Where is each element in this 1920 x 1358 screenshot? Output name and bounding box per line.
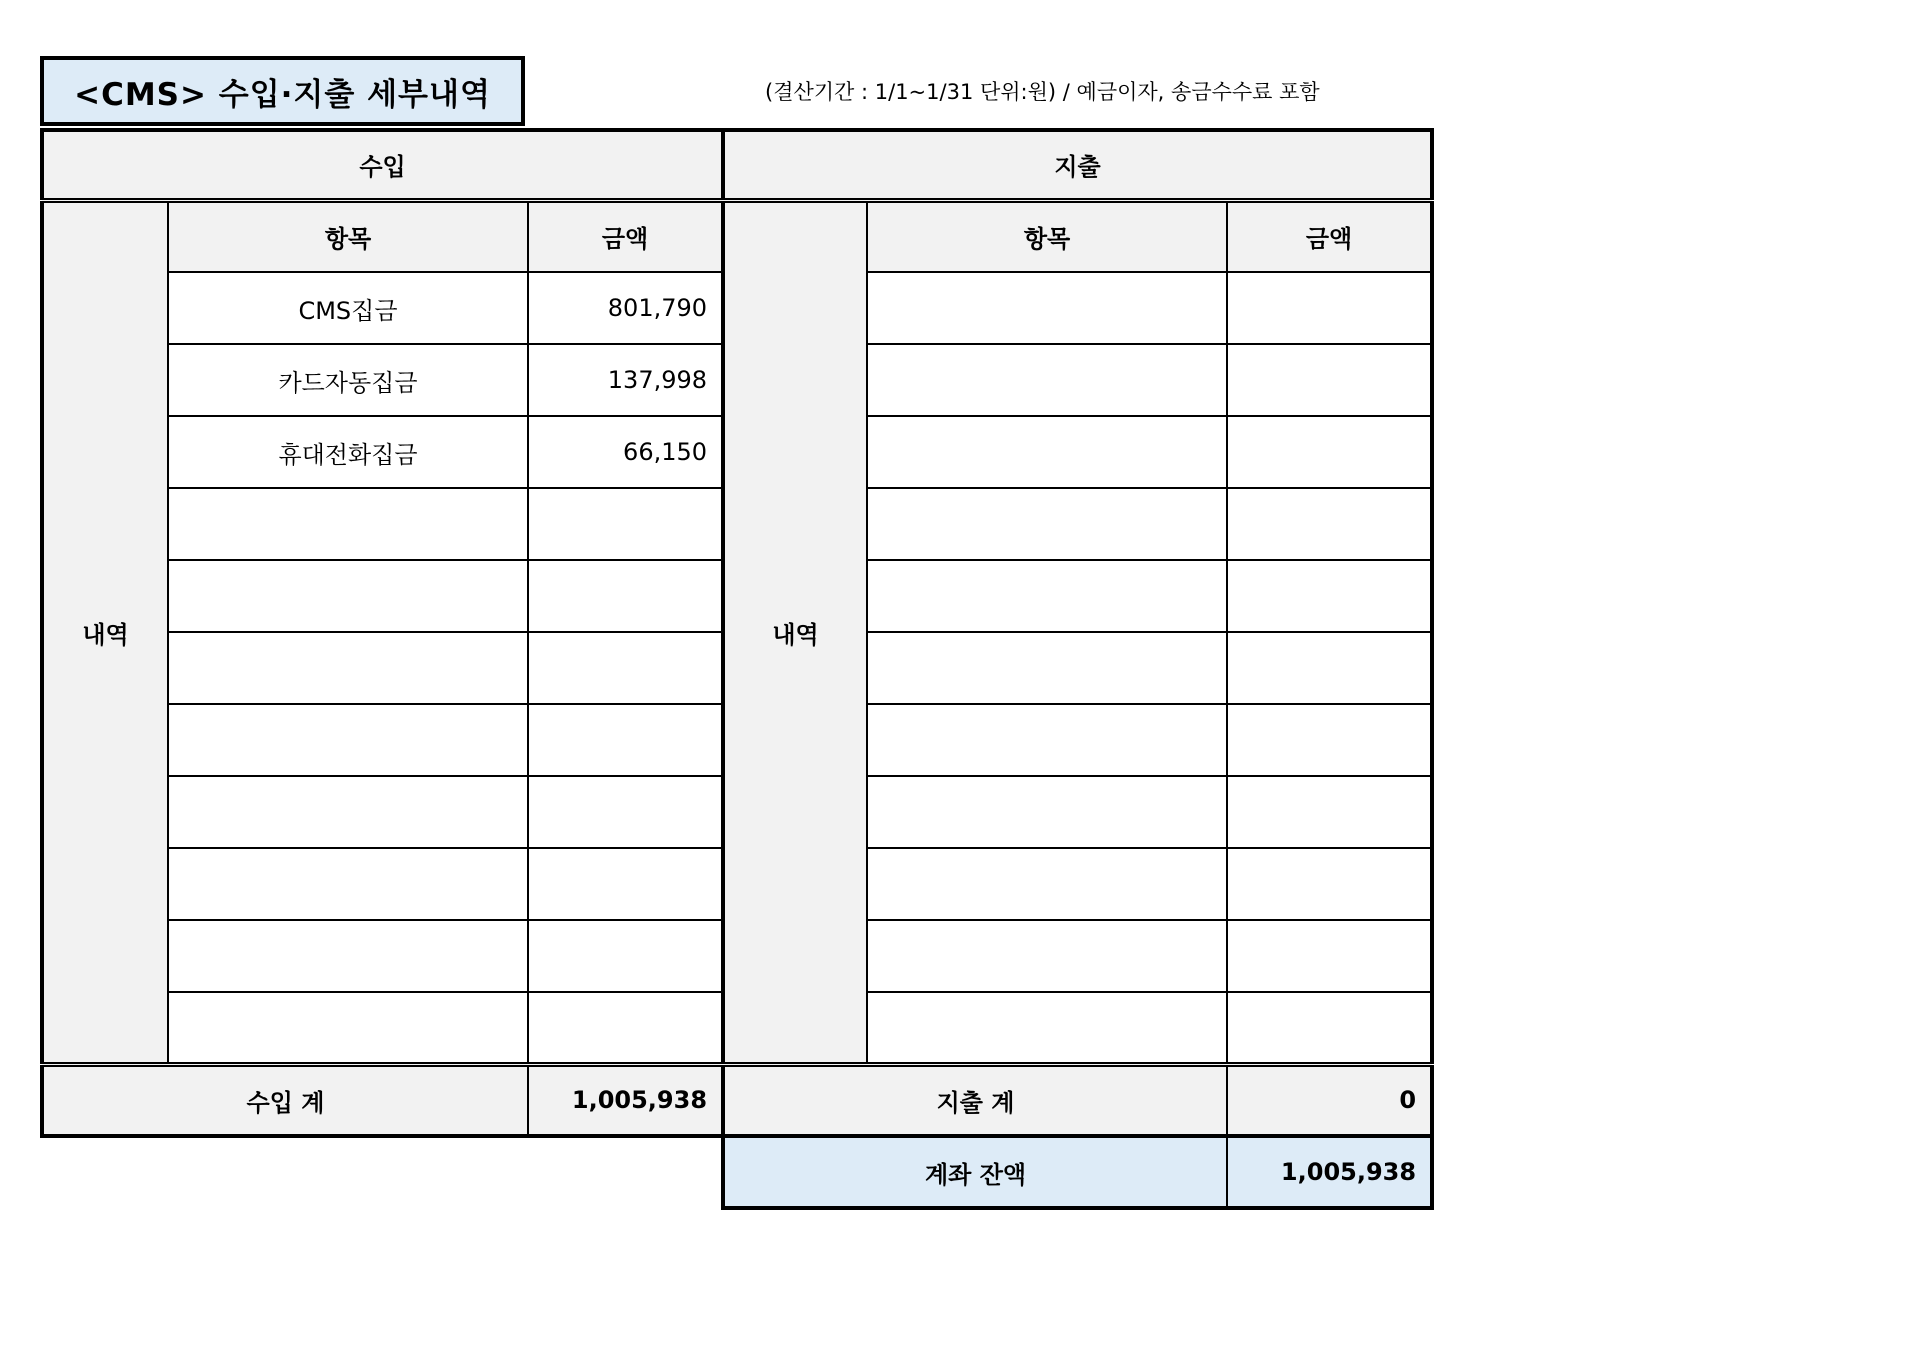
expense-item-cell bbox=[867, 992, 1227, 1064]
income-item-cell bbox=[168, 560, 528, 632]
income-amount-cell bbox=[528, 560, 723, 632]
expense-total-label: 지출 계 bbox=[723, 1064, 1227, 1136]
expense-item-cell bbox=[867, 416, 1227, 488]
expense-amount-cell bbox=[1227, 776, 1432, 848]
expense-amount-cell bbox=[1227, 848, 1432, 920]
expense-item-cell bbox=[867, 776, 1227, 848]
document-title: <CMS> 수입·지출 세부내역 bbox=[40, 56, 525, 126]
income-item-cell bbox=[168, 848, 528, 920]
income-expense-ledger bbox=[40, 128, 1434, 1210]
empty-spacer bbox=[42, 1136, 723, 1208]
account-balance-value: 1,005,938 bbox=[1227, 1136, 1432, 1208]
expense-col-item-header: 항목 bbox=[867, 200, 1227, 272]
income-item-cell bbox=[168, 704, 528, 776]
income-item-cell bbox=[168, 992, 528, 1064]
income-amount-cell: 66,150 bbox=[528, 416, 723, 488]
balance-row bbox=[42, 1136, 1432, 1208]
income-amount-cell bbox=[528, 632, 723, 704]
income-amount-cell bbox=[528, 848, 723, 920]
expense-amount-cell bbox=[1227, 632, 1432, 704]
expense-item-cell bbox=[867, 704, 1227, 776]
expense-item-cell bbox=[867, 560, 1227, 632]
income-amount-cell: 137,998 bbox=[528, 344, 723, 416]
expense-item-cell bbox=[867, 488, 1227, 560]
income-total-label: 수입 계 bbox=[42, 1064, 528, 1136]
expense-amount-cell bbox=[1227, 992, 1432, 1064]
expense-item-cell bbox=[867, 272, 1227, 344]
expense-side-label: 내역 bbox=[723, 200, 867, 1064]
expense-amount-cell bbox=[1227, 416, 1432, 488]
income-amount-cell bbox=[528, 488, 723, 560]
income-amount-cell bbox=[528, 704, 723, 776]
income-amount-cell: 801,790 bbox=[528, 272, 723, 344]
expense-section-header: 지출 bbox=[723, 130, 1432, 200]
income-item-cell: CMS집금 bbox=[168, 272, 528, 344]
settlement-period-note: (결산기간 : 1/1~1/31 단위:원) / 예금이자, 송금수수료 포함 bbox=[765, 80, 1320, 104]
expense-item-cell bbox=[867, 848, 1227, 920]
expense-item-cell bbox=[867, 632, 1227, 704]
income-item-cell bbox=[168, 920, 528, 992]
income-col-amount-header: 금액 bbox=[528, 200, 723, 272]
income-item-cell: 카드자동집금 bbox=[168, 344, 528, 416]
income-col-item-header: 항목 bbox=[168, 200, 528, 272]
income-section-header: 수입 bbox=[42, 130, 723, 200]
income-amount-cell bbox=[528, 920, 723, 992]
income-amount-cell bbox=[528, 992, 723, 1064]
income-item-cell: 휴대전화집금 bbox=[168, 416, 528, 488]
expense-amount-cell bbox=[1227, 920, 1432, 992]
income-item-cell bbox=[168, 776, 528, 848]
expense-amount-cell bbox=[1227, 344, 1432, 416]
income-item-cell bbox=[168, 632, 528, 704]
totals-row bbox=[42, 1064, 1432, 1136]
income-amount-cell bbox=[528, 776, 723, 848]
expense-item-cell bbox=[867, 344, 1227, 416]
expense-amount-cell bbox=[1227, 488, 1432, 560]
expense-col-amount-header: 금액 bbox=[1227, 200, 1432, 272]
expense-amount-cell bbox=[1227, 272, 1432, 344]
expense-total-value: 0 bbox=[1227, 1064, 1432, 1136]
expense-amount-cell bbox=[1227, 704, 1432, 776]
expense-amount-cell bbox=[1227, 560, 1432, 632]
expense-item-cell bbox=[867, 920, 1227, 992]
income-total-value: 1,005,938 bbox=[528, 1064, 723, 1136]
income-side-label: 내역 bbox=[42, 200, 168, 1064]
account-balance-label: 계좌 잔액 bbox=[723, 1136, 1227, 1208]
income-item-cell bbox=[168, 488, 528, 560]
